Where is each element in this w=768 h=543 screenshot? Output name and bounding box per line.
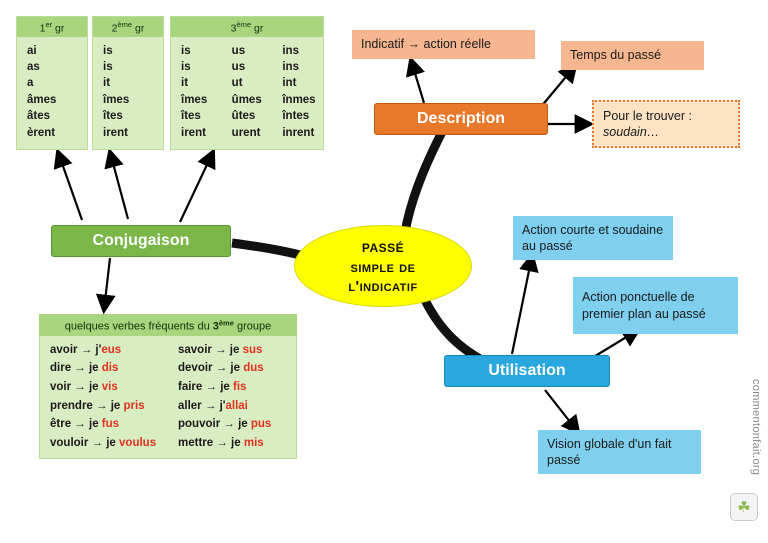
table-groupe-3-header xyxy=(171,17,323,37)
frequent-verbs-title-prefix: quelques verbes fréquents du xyxy=(64,320,213,333)
frequent-verbs-title-sup: ème xyxy=(218,318,234,327)
conj-form: îmes xyxy=(103,93,130,106)
verb-entry: avoir → j'eus xyxy=(50,343,122,356)
frequent-verbs-column-2 xyxy=(168,341,296,453)
conj-form: us xyxy=(231,60,246,73)
arrow-vision-globale xyxy=(545,390,578,432)
conj-form: îtes xyxy=(181,110,201,123)
verb-entry: pouvoir → je pus xyxy=(178,418,272,431)
conj-form: ins xyxy=(282,44,299,57)
verb-entry: savoir → je sus xyxy=(178,343,263,356)
table-groupe-2-num: 2 xyxy=(111,22,118,35)
conj-form: is xyxy=(103,60,113,73)
leaf-indicatif-label: Indicatif → action réelle xyxy=(361,37,491,52)
table-groupe-1-header xyxy=(17,17,87,37)
leaf-action-courte[interactable] xyxy=(513,216,673,260)
conj-form: us xyxy=(231,44,246,57)
conj-form: ai xyxy=(27,44,37,57)
table-groupe-2[interactable] xyxy=(92,16,164,150)
table-groupe-3[interactable] xyxy=(170,16,324,150)
frequent-verbs-title-num: 3 xyxy=(212,320,219,333)
conj-form: ins xyxy=(282,60,299,73)
verb-entry: vouloir → je voulus xyxy=(50,436,157,449)
frequent-verbs-box[interactable] xyxy=(39,314,297,451)
branch-description-label: Description xyxy=(416,110,505,127)
arrow-indicatif xyxy=(411,60,424,103)
conj-form: is xyxy=(181,44,191,57)
leaf-temps-du-passe-label: Temps du passé xyxy=(570,48,662,63)
site-logo-icon: ☘ xyxy=(730,493,758,521)
table-groupe-1-column xyxy=(17,43,87,142)
leaf-action-ponctuelle[interactable] xyxy=(573,277,738,334)
arrow-temps-passe xyxy=(540,66,575,108)
conj-form: èrent xyxy=(27,126,56,139)
table-groupe-2-sup: ème xyxy=(117,20,133,29)
leaf-vision-globale-label: Vision globale d'un fait passé xyxy=(547,436,672,467)
conj-form: irent xyxy=(103,126,128,139)
conj-form: a xyxy=(27,77,34,90)
leaf-action-courte-label: Action courte et soudaine au passé xyxy=(522,222,664,253)
leaf-vision-globale[interactable] xyxy=(538,430,701,474)
conj-form: îtes xyxy=(103,110,123,123)
table-groupe-3-num: 3 xyxy=(230,22,237,35)
table-groupe-1-num: 1 xyxy=(39,22,46,35)
conj-form: int xyxy=(282,77,297,90)
frequent-verbs-column-1 xyxy=(40,341,168,453)
conj-form: as xyxy=(27,60,40,73)
conj-form: is xyxy=(181,60,191,73)
arrow-gr1 xyxy=(58,152,82,220)
branch-description[interactable] xyxy=(374,103,548,135)
verb-entry: mettre → je mis xyxy=(178,436,264,449)
leaf-indicatif[interactable] xyxy=(352,30,535,59)
verb-entry: prendre → je pris xyxy=(50,399,145,412)
verb-entry: aller → j'allai xyxy=(178,399,248,412)
branch-conjugaison[interactable] xyxy=(51,225,231,257)
verb-entry: être → je fus xyxy=(50,418,120,431)
verb-entry: faire → je fis xyxy=(178,380,247,393)
table-groupe-3-column-ins xyxy=(272,43,323,142)
table-groupe-2-column xyxy=(93,43,163,142)
arrow-gr2 xyxy=(110,152,128,219)
conj-form: inrent xyxy=(282,126,315,139)
branch-conjugaison-label: Conjugaison xyxy=(92,232,190,249)
leaf-pour-le-trouver[interactable] xyxy=(592,100,740,148)
central-node-line2: simple de xyxy=(350,258,416,276)
conj-form: irent xyxy=(181,126,206,139)
central-node[interactable] xyxy=(294,225,472,307)
verb-entry: voir → je vis xyxy=(50,380,118,393)
conj-form: âmes xyxy=(27,93,57,106)
table-groupe-3-sup: ème xyxy=(236,20,252,29)
leaf-pour-le-trouver-value: soudain… xyxy=(603,125,660,139)
conj-form: it xyxy=(103,77,111,90)
conj-form: is xyxy=(103,44,113,57)
conj-form: înmes xyxy=(282,93,316,106)
table-groupe-1-sup: er xyxy=(45,20,53,29)
table-groupe-2-header xyxy=(93,17,163,37)
leaf-temps-du-passe[interactable] xyxy=(561,41,704,70)
verb-entry: devoir → je dus xyxy=(178,362,264,375)
table-groupe-3-column-us xyxy=(222,43,273,142)
conj-form: ûtes xyxy=(231,110,256,123)
table-groupe-1[interactable] xyxy=(16,16,88,150)
central-node-line1: passé xyxy=(361,236,405,256)
frequent-verbs-header xyxy=(39,314,297,336)
conj-form: îmes xyxy=(181,93,208,106)
branch-utilisation-label: Utilisation xyxy=(488,362,566,379)
leaf-pour-le-trouver-label: Pour le trouver : xyxy=(603,108,692,123)
table-groupe-2-rest: gr xyxy=(132,22,145,35)
leaf-action-ponctuelle-label: Action ponctuelle de premier plan au passé xyxy=(582,290,706,321)
trunk-conjugaison xyxy=(232,243,300,255)
arrow-action-courte xyxy=(512,256,532,354)
trunk-description xyxy=(405,130,443,232)
arrow-action-ponctuelle xyxy=(592,330,638,358)
arrow-verbes-frequents xyxy=(104,258,110,310)
watermark-text: commentonfait.org xyxy=(750,378,762,475)
table-groupe-1-rest: gr xyxy=(52,22,65,35)
conj-form: ut xyxy=(231,77,243,90)
branch-utilisation[interactable] xyxy=(444,355,610,387)
conj-form: ûmes xyxy=(231,93,262,106)
conj-form: âtes xyxy=(27,110,51,123)
conj-form: întes xyxy=(282,110,310,123)
table-groupe-3-rest: gr xyxy=(251,22,264,35)
verb-entry: dire → je dis xyxy=(50,362,119,375)
central-node-line3: l'indicatif xyxy=(348,277,418,295)
conj-form: urent xyxy=(231,126,261,139)
table-groupe-3-column-is xyxy=(171,43,222,142)
arrow-gr3 xyxy=(180,152,213,222)
frequent-verbs-title-suffix: groupe xyxy=(233,320,272,333)
conj-form: it xyxy=(181,77,189,90)
